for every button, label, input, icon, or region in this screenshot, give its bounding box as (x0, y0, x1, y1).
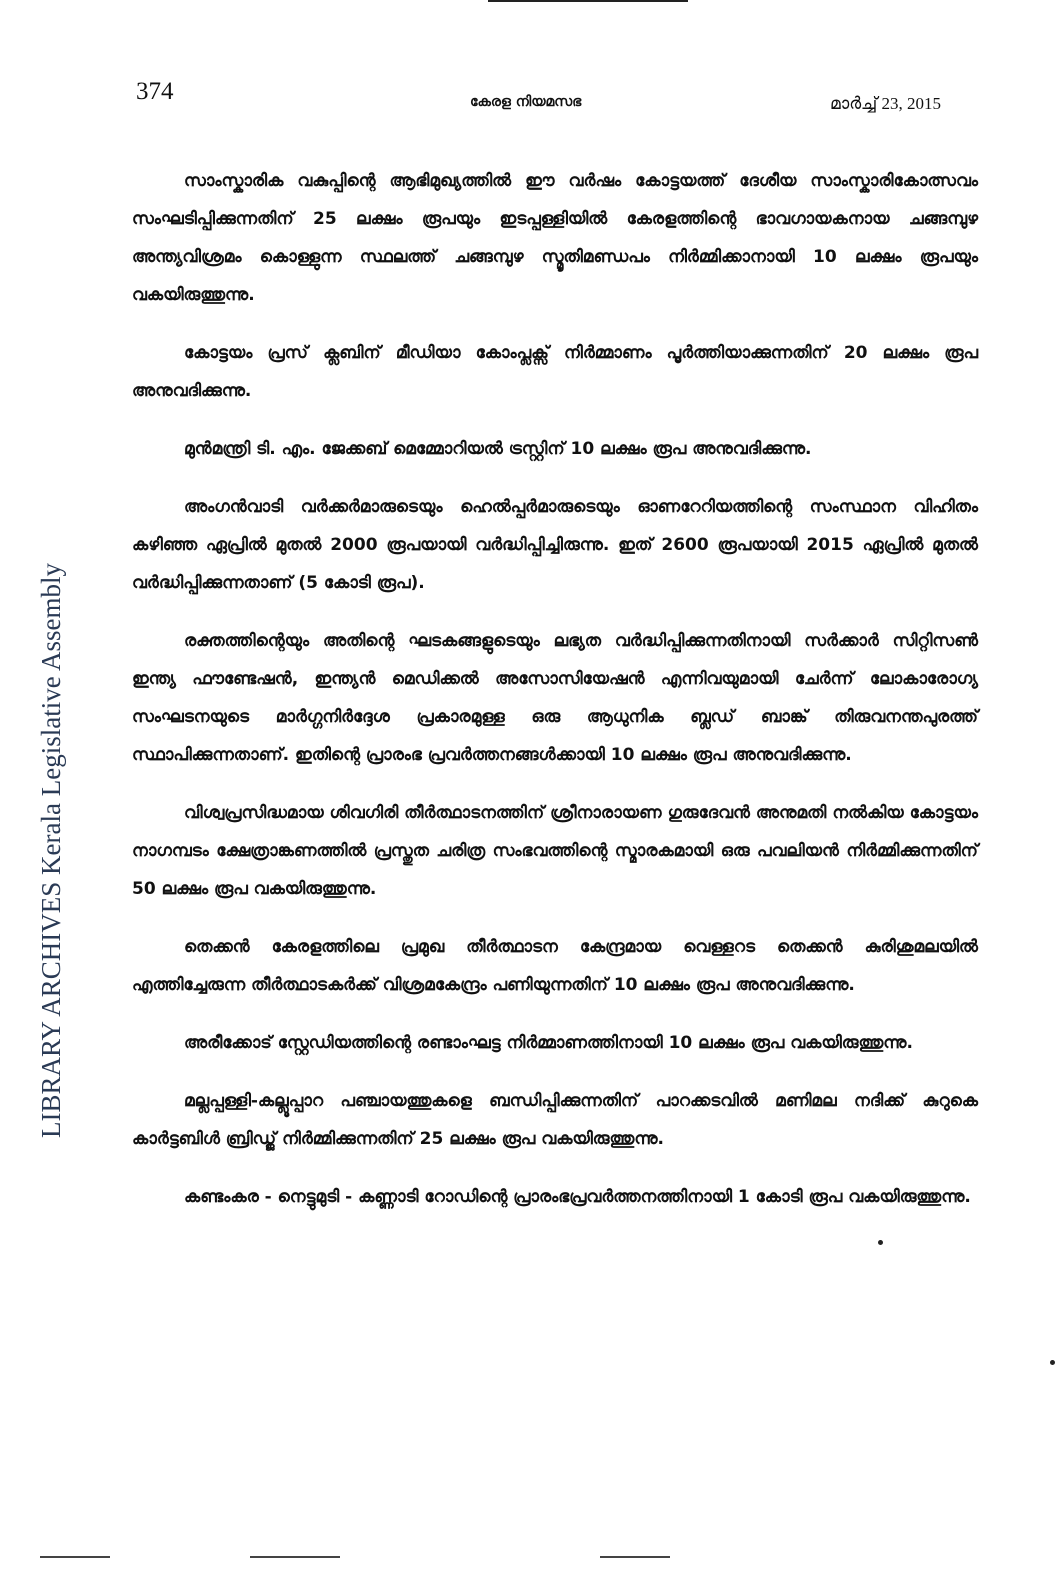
scan-noise (250, 1556, 340, 1558)
paragraph-blood-bank: രക്തത്തിന്റെയും അതിന്റെ ഘടകങ്ങളുടെയും ലഭ്യത വർദ്ധിപ്പിക്കുന്നതിനായി സർക്കാർ സിറ്റിസൺ ഇന്ത്യ ഫൗണ്ടേഷൻ, ഇന്ത്യൻ മെഡിക്കൽ അസോസിയേഷൻ എന്നിവയുമായി ചേർന്ന് ലോകാരോഗ്യ സംഘടനയുടെ മാർഗ്ഗനിർദ്ദേശ പ്രകാരമുള്ള ഒരു ആധുനിക ബ്ലഡ് ബാങ്ക് തിരുവനന്തപുരത്ത് സ്ഥാപിക്കുന്നതാണ്. ഇതിന്റെ പ്രാരംഭ പ്രവർത്തനങ്ങൾക്കായി 10 ലക്ഷം രൂപ അനുവദിക്കുന്നു. (132, 631, 978, 765)
paragraph-memorial-trust: മുൻമന്ത്രി ടി. എം. ജേക്കബ് മെമ്മോറിയൽ ട്രസ്റ്റിന് 10 ലക്ഷം രൂപ അനുവദിക്കുന്നു. (184, 439, 812, 459)
paragraph-pilgrim-centre: തെക്കൻ കേരളത്തിലെ പ്രമുഖ തീർത്ഥാടന കേന്ദ്രമായ വെള്ളറട തെക്കൻ കുരിശുമലയിൽ എത്തിച്ചേരുന്ന തീർത്ഥാടകർക്ക് വിശ്രമകേന്ദ്രം പണിയുന്നതിന് 10 ലക്ഷം രൂപ അനുവദിക്കുന്നു. (132, 937, 978, 995)
scan-speck (1050, 1360, 1055, 1365)
paragraph-road: കണ്ടംകര - നെട്ടുമുടി - കണ്ണാടി റോഡിന്റെ പ്രാരംഭപ്രവർത്തനത്തിനായി 1 കോടി രൂപ വകയിരുത്തുന്നു. (184, 1187, 971, 1207)
scan-noise (600, 1556, 670, 1558)
paragraph-anganwadi: അംഗൻവാടി വർക്കർമാരുടെയും ഹെൽപ്പർമാരുടെയും ഓണറേറിയത്തിന്റെ സംസ്ഥാന വിഹിതം കഴിഞ്ഞ ഏപ്രിൽ മുതൽ 2000 രൂപയായി വർദ്ധിപ്പിച്ചിരുന്നു. ഇത് 2600 രൂപയായി 2015 ഏപ്രിൽ മുതൽ വർദ്ധിപ്പിക്കുന്നതാണ് (5 കോടി രൂപ). (132, 497, 978, 593)
header-date: മാർച്ച് 23, 2015 (830, 94, 941, 113)
paragraph-cultural-festival: സാംസ്കാരിക വകുപ്പിന്റെ ആഭിമുഖ്യത്തിൽ ഈ വർഷം കോട്ടയത്ത് ദേശീയ സാംസ്കാരികോത്സവം സംഘടിപ്പിക്കുന്നതിന് 25 ലക്ഷം രൂപയും ഇടപ്പള്ളിയിൽ കേരളത്തിന്റെ ഭാവഗായകനായ ചങ്ങമ്പുഴ അന്ത്യവിശ്രമം കൊള്ളുന്ന സ്ഥലത്ത് ചങ്ങമ്പുഴ സ്മൃതിമണ്ഡപം നിർമ്മിക്കാനായി 10 ലക്ഷം രൂപയും വകയിരുത്തുന്നു. (132, 171, 978, 305)
library-watermark: LIBRARY ARCHIVES Kerala Legislative Assembly (36, 563, 66, 1138)
paragraph-stadium: അരീക്കോട് സ്റ്റേഡിയത്തിന്റെ രണ്ടാംഘട്ട നിർമ്മാണത്തിനായി 10 ലക്ഷം രൂപ വകയിരുത്തുന്നു. (184, 1033, 913, 1053)
running-header-title: കേരള നിയമസഭ (470, 94, 582, 110)
paragraph-press-club: കോട്ടയം പ്രസ് ക്ലബിന് മീഡിയാ കോംപ്ലക്സ് നിർമ്മാണം പൂർത്തിയാക്കുന്നതിന് 20 ലക്ഷം രൂപ അനുവദിക്കുന്നു. (132, 343, 978, 401)
scan-speck (878, 1240, 883, 1245)
top-edge-rule (488, 0, 688, 2)
document-body (132, 162, 978, 1236)
paragraph-bridge: മല്ലപ്പള്ളി-കല്ലൂപ്പാറ പഞ്ചായത്തുകളെ ബന്ധിപ്പിക്കുന്നതിന് പാറക്കടവിൽ മണിമല നദിക്ക് കുറുകെ കാർട്ടബിൾ ബ്രിഡ്ജ് നിർമ്മിക്കുന്നതിന് 25 ലക്ഷം രൂപ വകയിരുത്തുന്നു. (132, 1091, 978, 1149)
page-number: 374 (136, 78, 174, 105)
paragraph-sivagiri-pavilion: വിശ്വപ്രസിദ്ധമായ ശിവഗിരി തീർത്ഥാടനത്തിന് ശ്രീനാരായണ ഗുരുദേവൻ അനുമതി നൽകിയ കോട്ടയം നാഗമ്പടം ക്ഷേത്രാങ്കണത്തിൽ പ്രസ്തുത ചരിത്ര സംഭവത്തിന്റെ സ്മാരകമായി ഒരു പവലിയൻ നിർമ്മിക്കുന്നതിന് 50 ലക്ഷം രൂപ വകയിരുത്തുന്നു. (132, 803, 978, 899)
scan-noise (40, 1556, 110, 1558)
